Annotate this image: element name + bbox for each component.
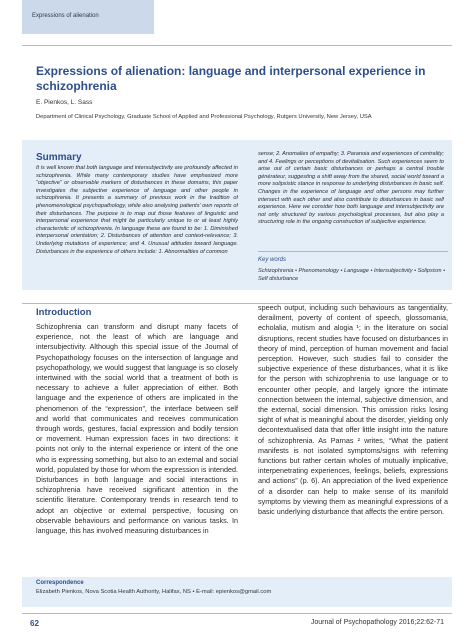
- page-number: 62: [30, 619, 39, 628]
- journal-citation: Journal of Psychopathology 2016;22:62-71: [310, 619, 444, 626]
- correspondence-heading: Correspondence: [36, 580, 84, 586]
- keywords-heading: Key words: [258, 257, 287, 263]
- summary-text-right: sense; 2. Anomalies of empathy; 3. Paranoia and experiences of centrality; and 4. Feelings or perceptions of devitalisation. Such experiences seem to arise out of certain basic disturbances or perhaps a central trouble générateur, suggesting a shift away from the shared, social world toward a more solipsistic stance in response to underlying disturbances in basic self. Changes in the experience of language and other persons may further intersect with each other and also contribute to disturbances in basic self experience. Here we consider how both language and intersubjectivity are not only structured by various psychological processes, but also play a structuring role in the ongoing construction of subjective experience.: [258, 151, 444, 226]
- correspondence-text: Elizabeth Pienkos, Nova Scotia Health Authority, Halifax, NS • E-mail: epienkos@gmail.com: [36, 589, 272, 595]
- article-affiliation: Department of Clinical Psychology, Graduate School of Applied and Professional Psychology, Rutgers University, New Jersey, USA: [36, 114, 372, 120]
- summary-text-left: It is well known that both language and intersubjectivity are profoundly affected in schizophrenia. While many contemporary studies have emphasized more “objective” or observable markers of disturbances in these domains, this paper investigates the subjective experience of language and other people in schizophrenia. It presents a summary of previous work in the tradition of phenomenological psychopathology, while also analysing patients’ own reports of their disturbances. The purpose is to map out those features of linguistic and interpersonal experience that might be particularly unique to or at least highly characteristic of schizophrenia. In language these are found to be: 1. Diminished interpersonal orientation; 2. Disturbances of attention and context-relevance; 3. Underlying mutations of experience; and 4. Unusual attitudes toward language. Disturbances in the experience of others include: 1. Abnormalities of common: [36, 165, 238, 255]
- section-header-tab: [22, 0, 154, 34]
- header-divider: [22, 45, 452, 46]
- keywords-list: Schizophrenia • Phenomenology • Language • Intersubjectivity • Solipsism • Self disturbance: [258, 268, 446, 282]
- introduction-heading: Introduction: [36, 307, 92, 318]
- introduction-column-right: speech output, including such behaviours as tangentiality, derailment, poverty of content of speech, glossomania, echolalia, mutism and alogia ¹; in the literature on social disruptions, recent studies have focused on disturbances in theory of mind, perception of human movement and facial perception. However, such studies fail to consider the subjective experience of these disturbances, what it is like for the person with schizophrenia to use language or to encounter other people, and largely ignore the intimate connection between the internal, subjective dimension, and the external, social dimension. This omission risks losing sight of what is meaningful about the disorder, yielding only decontextualised data that offer little insight into the nature of schizophrenia. As Parnas ² writes, “What the patient manifests is not isolated symptoms/signs with referring functions but rather certain wholes of mutually implicative, interpenetrating experiences, feelings, beliefs, expressions and actions” (p. 6). An appreciation of the lived experience of a disorder can help to make sense of its manifold symptoms by viewing them as meaningful expressions of a basic underlying disturbance that affects the entire person.: [258, 303, 448, 517]
- summary-heading: Summary: [36, 152, 82, 163]
- footer-divider: [22, 613, 452, 614]
- section-label: Expressions of alienation: [32, 13, 99, 19]
- keywords-divider: [258, 251, 448, 252]
- article-authors: E. Pienkos, L. Sass: [36, 99, 93, 106]
- article-title: Expressions of alienation: language and interpersonal experience in schizophrenia: [36, 64, 426, 93]
- introduction-column-left: Schizophrenia can transform and disrupt many facets of experience, not the least of which are language and intersubjectivity. Although this special issue of the Journal of Psychopathology focuses on the intersection of language and psychopathology, we would suggest that language is so closely intertwined with the social world that a treatment of both is necessary to achieve a fuller appreciation of either. Both language and the experience of others are implicated in the phenomenon of the “expression”, the interface between self and world that communicates and receives communication through words, gestures, facial expression and bodily tension or movement. Human expression faces in two directions: it points not only to the internal experience or intent of the one who is expressing something, but also to an external and social world, populated by those for whom the expression is intended. Disturbances in both language and social interactions in schizophrenia have received significant attention in the scientific literature. Contemporary trends in research tend to adopt an objective or external perspective, focusing on observable behaviours and performance on various tasks. In language, this has involved measuring disturbances in: [36, 322, 238, 536]
